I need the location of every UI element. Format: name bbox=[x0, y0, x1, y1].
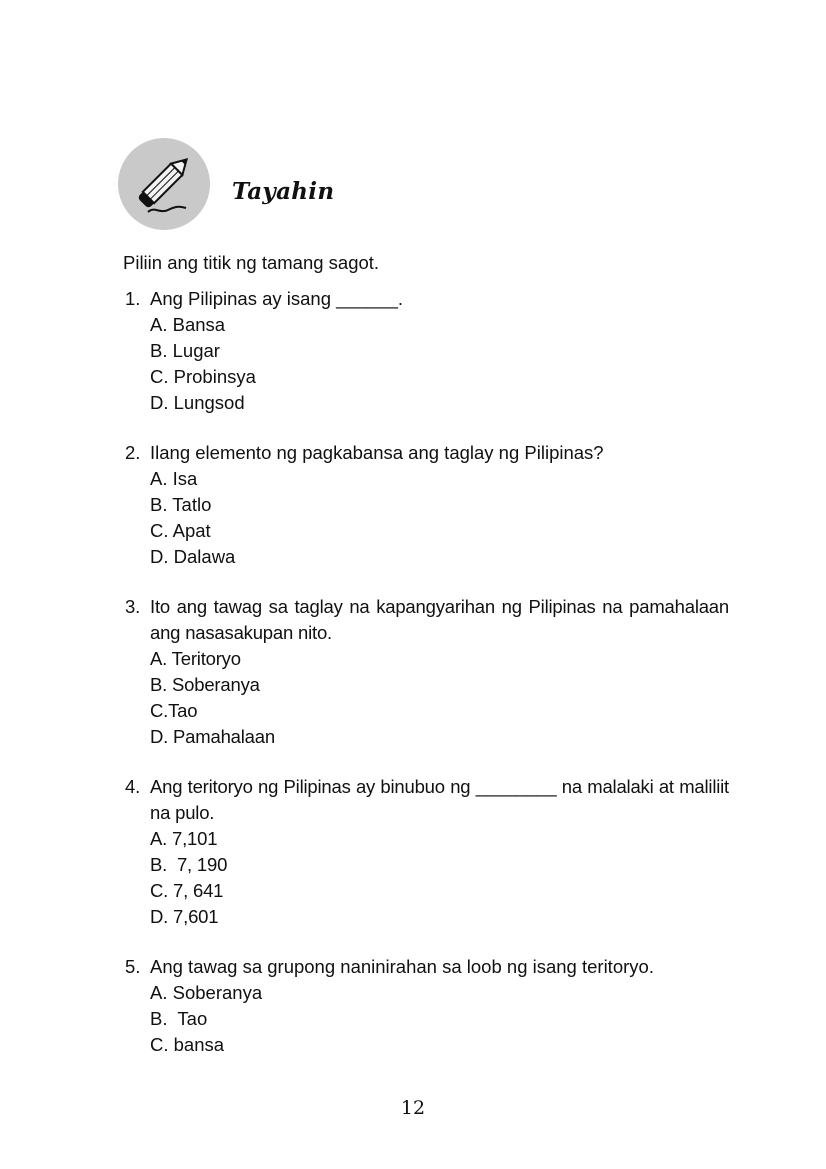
option-d: D. Dalawa bbox=[150, 546, 236, 567]
option-b: B. Tao bbox=[150, 1008, 208, 1029]
instructions: Piliin ang titik ng tamang sagot. bbox=[123, 252, 380, 273]
question-4 bbox=[123, 774, 729, 930]
question-number: 5. bbox=[125, 956, 141, 977]
question-stem: Ilang elemento ng pagkabansa ang taglay ng Pilipinas? bbox=[150, 442, 604, 463]
question-stem: Ang Pilipinas ay isang ______. bbox=[150, 288, 404, 309]
option-b: B. Lugar bbox=[150, 340, 220, 361]
option-b: B. Soberanya bbox=[150, 674, 260, 695]
option-a: A. Isa bbox=[150, 468, 198, 489]
option-a: A. Teritoryo bbox=[150, 648, 241, 669]
option-c: C. Apat bbox=[150, 520, 211, 541]
question-stem: Ang teritoryo ng Pilipinas ay binubuo ng ________ na malalaki at maliliit na pulo. bbox=[150, 776, 729, 823]
question-number: 4. bbox=[125, 776, 141, 797]
page-number: 12 bbox=[400, 1097, 426, 1119]
question-1 bbox=[123, 286, 729, 416]
option-c: C. bansa bbox=[150, 1034, 225, 1055]
question-5 bbox=[123, 954, 729, 1058]
section-title: Tayahin bbox=[232, 178, 335, 205]
option-b: B. Tatlo bbox=[150, 494, 212, 515]
option-a: A. Soberanya bbox=[150, 982, 263, 1003]
option-c: C. Probinsya bbox=[150, 366, 256, 387]
question-3 bbox=[123, 594, 729, 750]
question-2 bbox=[123, 440, 729, 570]
question-stem: Ang tawag sa grupong naninirahan sa loob ng isang teritoryo. bbox=[150, 956, 654, 977]
question-stem: Ito ang tawag sa taglay na kapangyarihan ng Pilipinas na pamahalaan ang nasasakupan nito. bbox=[150, 596, 729, 643]
option-a: A. Bansa bbox=[150, 314, 226, 335]
question-number: 2. bbox=[125, 442, 141, 463]
question-number: 1. bbox=[125, 288, 141, 309]
option-d: D. Pamahalaan bbox=[150, 726, 275, 747]
option-d: D. 7,601 bbox=[150, 906, 219, 927]
option-b: B. 7, 190 bbox=[150, 854, 228, 875]
pencil-icon bbox=[118, 138, 210, 230]
option-c: C. 7, 641 bbox=[150, 880, 224, 901]
question-number: 3. bbox=[125, 596, 141, 617]
option-d: D. Lungsod bbox=[150, 392, 245, 413]
option-a: A. 7,101 bbox=[150, 828, 218, 849]
option-c: C.Tao bbox=[150, 700, 198, 721]
